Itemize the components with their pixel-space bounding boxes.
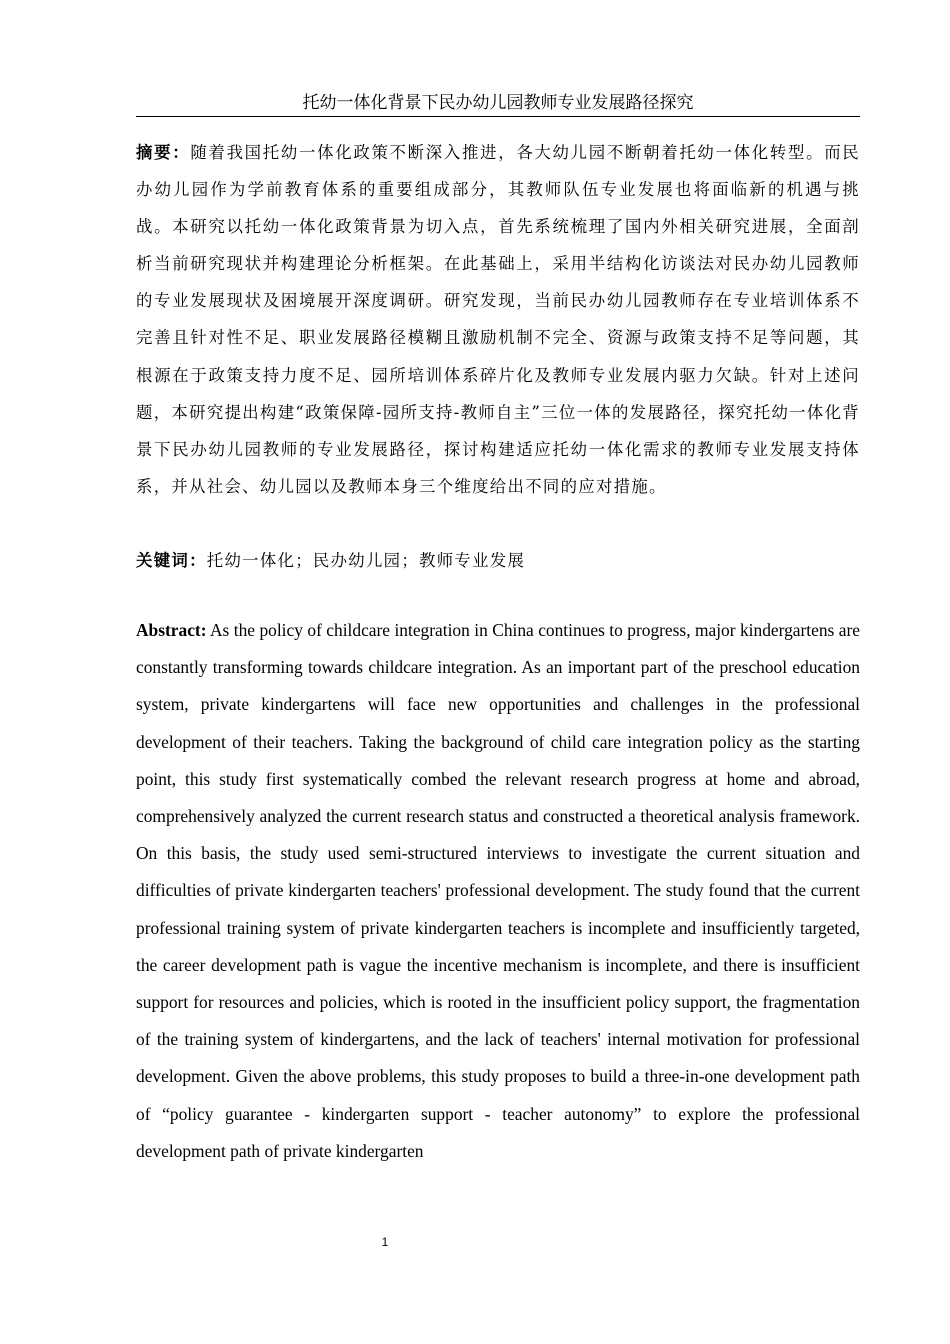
chinese-keywords-label: 关键词： xyxy=(136,551,207,570)
page-number: 1 xyxy=(381,1235,389,1249)
chinese-abstract-label: 摘要： xyxy=(136,143,191,162)
chinese-keywords-text: 托幼一体化；民办幼儿园；教师专业发展 xyxy=(206,551,526,570)
chinese-keywords-line xyxy=(136,542,860,579)
running-header-title: 托幼一体化背景下民办幼儿园教师专业发展路径探究 xyxy=(136,92,860,117)
chinese-abstract-paragraph xyxy=(136,134,860,505)
english-abstract-text: As the policy of childcare integration in China continues to progress, major kindergartens are constantly transforming towards childcare integration. As an important part of the preschool education system, private kindergartens will face new opportunities and challenges in the professional development of their teachers. Taking the background of child care integration policy as the starting point, this study first systematically combed the relevant research progress at home and abroad, comprehensively analyzed the current research status and constructed a theoretical analysis framework. On this basis, the study used semi-structured interviews to investigate the current situation and difficulties of private kindergarten teachers' professional development. The study found that the current professional training system of private kindergarten teachers is incomplete and insufficiently targeted, the career development path is vague the incentive mechanism is incomplete, and there is insufficient support for resources and policies, which is rooted in the insufficient policy support, the fragmentation of the training system of kindergartens, and the lack of teachers' internal motivation for professional development. Given the above problems, this study proposes to build a three-in-one development path of “policy guarantee - kindergarten support - teacher autonomy” to explore the professional development path of private kindergarten xyxy=(136,620,860,1161)
english-abstract-label: Abstract: xyxy=(136,620,207,640)
chinese-abstract-text: 随着我国托幼一体化政策不断深入推进，各大幼儿园不断朝着托幼一体化转型。而民办幼儿园作为学前教育体系的重要组成部分，其教师队伍专业发展也将面临新的机遇与挑战。本研究以托幼一体化政策背景为切入点，首先系统梳理了国内外相关研究进展，全面剖析当前研究现状并构建理论分析框架。在此基础上，采用半结构化访谈法对民办幼儿园教师的专业发展现状及困境展开深度调研。研究发现，当前民办幼儿园教师存在专业培训体系不完善且针对性不足、职业发展路径模糊且激励机制不完全、资源与政策支持不足等问题，其根源在于政策支持力度不足、园所培训体系碎片化及教师专业发展内驱力欠缺。针对上述问题，本研究提出构建“政策保障-园所支持-教师自主”三位一体的发展路径，探究托幼一体化背景下民办幼儿园教师的专业发展路径，探讨构建适应托幼一体化需求的教师专业发展支持体系，并从社会、幼儿园以及教师本身三个维度给出不同的应对措施。 xyxy=(136,143,860,496)
english-abstract-paragraph xyxy=(136,612,860,1170)
